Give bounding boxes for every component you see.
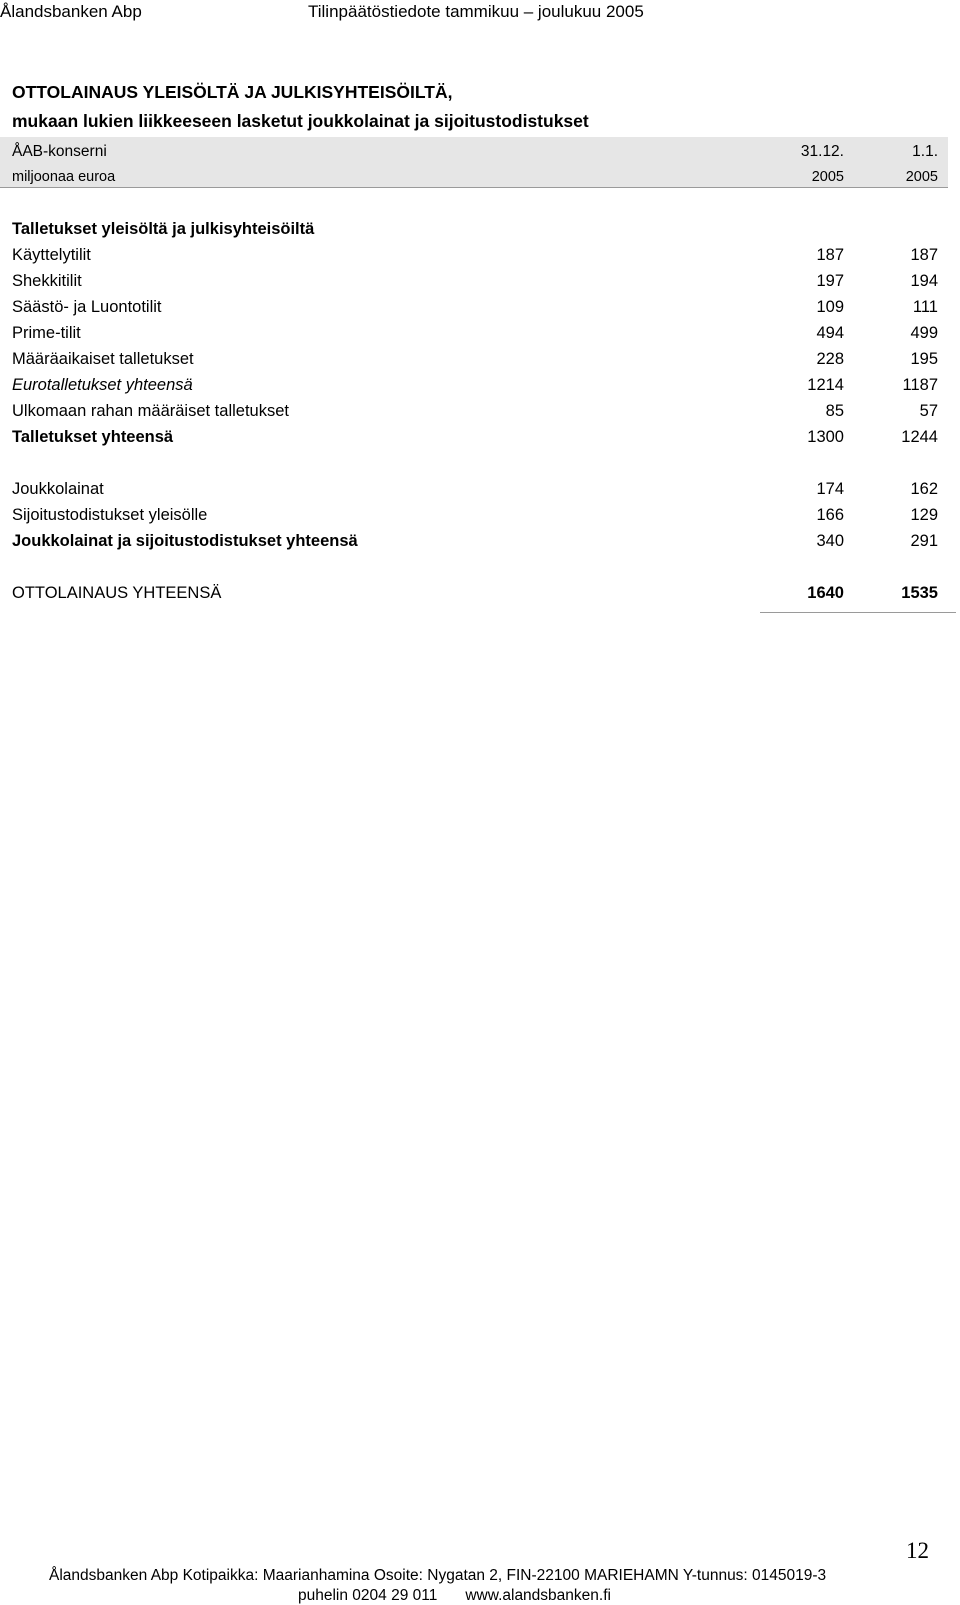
row-label: Eurotalletukset yhteensä (12, 376, 193, 394)
row-value-2005-12: 1214 (807, 376, 844, 394)
row-label: Joukkolainat (12, 480, 104, 498)
col2-year: 2005 (905, 169, 938, 185)
row-value-2005-01: 1187 (902, 376, 938, 394)
header-report-title: Tilinpäätöstiedote tammikuu – joulukuu 2005 (308, 2, 644, 21)
table-row-grand-total (0, 584, 948, 610)
footer-website: www.alandsbanken.fi (465, 1587, 611, 1604)
row-value-2005-01: 195 (910, 350, 938, 368)
section-heading (0, 220, 948, 246)
footer-contact (298, 1587, 611, 1605)
row-value-2005-01: 57 (919, 402, 938, 420)
page-title: OTTOLAINAUS YLEISÖLTÄ JA JULKISYHTEISÖILTÄ, (12, 82, 453, 102)
table-row-subtotal (0, 376, 948, 402)
table-row (0, 480, 948, 506)
unit-label: miljoonaa euroa (12, 169, 116, 185)
row-value-2005-12: 340 (816, 532, 844, 550)
row-value-2005-01: 1244 (901, 428, 938, 446)
row-label: Ulkomaan rahan määräiset talletukset (12, 402, 289, 420)
table-header-row-2 (0, 169, 948, 193)
page-subtitle: mukaan lukien liikkeeseen lasketut joukkolainat ja sijoitustodistukset (12, 111, 589, 131)
header-company: Ålandsbanken Abp (0, 2, 142, 21)
row-label: Määräaikaiset talletukset (12, 350, 194, 368)
row-value-2005-01: 291 (910, 532, 938, 550)
page-number: 12 (906, 1538, 929, 1563)
row-label: Säästö- ja Luontotilit (12, 298, 162, 316)
group-label: ÅAB-konserni (12, 143, 107, 160)
table-row (0, 298, 948, 324)
row-label: Käyttelytilit (12, 246, 91, 264)
row-value-2005-01: 187 (910, 246, 938, 264)
grand-total-underline (760, 612, 956, 613)
footer-phone: puhelin 0204 29 011 (298, 1587, 438, 1604)
row-value-2005-01: 111 (912, 298, 938, 316)
table-row (0, 324, 948, 350)
row-value-2005-12: 197 (816, 272, 844, 290)
table-row-total (0, 428, 948, 454)
row-value-2005-01: 194 (910, 272, 938, 290)
row-value-2005-12: 1640 (807, 584, 844, 602)
row-value-2005-01: 129 (910, 506, 938, 524)
table-row (0, 246, 948, 272)
row-value-2005-12: 166 (816, 506, 844, 524)
col1-year: 2005 (811, 169, 844, 185)
col2-date: 1.1. (912, 143, 938, 160)
row-label: Prime-tilit (12, 324, 81, 342)
footer-company-info: Ålandsbanken Abp Kotipaikka: Maarianhamina Osoite: Nygatan 2, FIN-22100 MARIEHAMN Y-tunnus: 0145019-3 (49, 1567, 827, 1584)
table-row (0, 350, 948, 376)
row-label: Joukkolainat ja sijoitustodistukset yhteensä (12, 532, 358, 550)
row-value-2005-01: 1535 (901, 584, 938, 602)
row-label: OTTOLAINAUS YHTEENSÄ (12, 584, 222, 602)
table-row (0, 506, 948, 532)
row-value-2005-01: 499 (910, 324, 938, 342)
row-value-2005-12: 494 (816, 324, 844, 342)
table-header-row-1 (0, 143, 948, 167)
table-row-total (0, 532, 948, 558)
row-label: Talletukset yhteensä (12, 428, 174, 446)
row-value-2005-12: 1300 (807, 428, 844, 446)
row-value-2005-12: 187 (816, 246, 844, 264)
row-value-2005-01: 162 (910, 480, 938, 498)
table-row (0, 402, 948, 428)
section-heading-label: Talletukset yleisöltä ja julkisyhteisöiltä (12, 220, 315, 238)
table-row (0, 272, 948, 298)
row-value-2005-12: 109 (816, 298, 844, 316)
row-value-2005-12: 174 (816, 480, 844, 498)
row-label: Sijoitustodistukset yleisölle (12, 506, 208, 524)
col1-date: 31.12. (800, 143, 844, 160)
row-value-2005-12: 85 (825, 402, 844, 420)
row-value-2005-12: 228 (816, 350, 844, 368)
row-label: Shekkitilit (12, 272, 82, 290)
